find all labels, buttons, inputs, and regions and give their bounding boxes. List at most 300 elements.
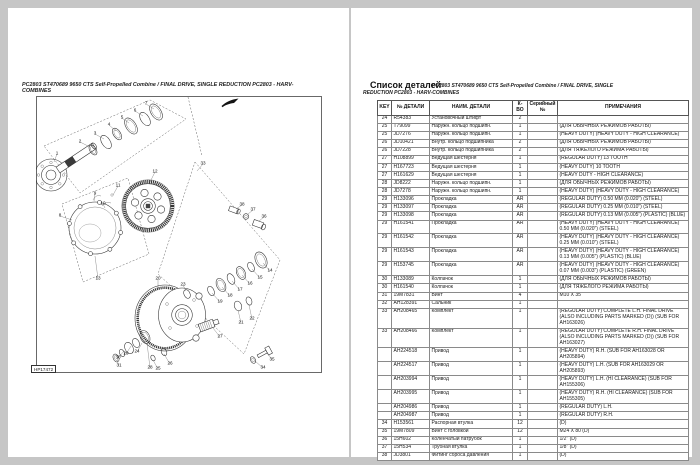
cell-name: Внутр. кольцо подшипника (430, 139, 513, 147)
cell-key: 29 (378, 196, 392, 204)
cell-qty: 1 (513, 188, 528, 196)
dashed-guide-line (188, 97, 202, 156)
cell-key: 29 (378, 204, 392, 212)
callout-number: 6 (133, 107, 137, 113)
callout-number: 31 (116, 362, 122, 368)
cell-qty: 1 (513, 284, 528, 292)
table-row (378, 196, 689, 204)
cell-remark: (ДЛЯ ОБЫЧНЫХ РЕЖИМОВ РАБОТЫ) (558, 180, 689, 188)
cell-serial (528, 276, 558, 284)
callout-number: 14 (267, 267, 273, 273)
cell-serial (528, 420, 558, 428)
callout-number: 24 (134, 348, 140, 354)
cell-part: JD8222 (392, 180, 430, 188)
cell-name: Привод (430, 404, 513, 412)
cell-key: 31 (378, 292, 392, 300)
dashed-guide-box (44, 100, 186, 193)
table-row (378, 444, 689, 452)
table-row (378, 404, 689, 412)
cell-key: 24 (378, 115, 392, 123)
cell-key: 30 (378, 276, 392, 284)
cell-part: 15H534 (392, 444, 430, 452)
cell-serial (528, 196, 558, 204)
cell-qty: AR (513, 220, 528, 234)
column-header: ПРИМЕЧАНИЯ (558, 101, 689, 116)
callout-leader (80, 142, 90, 147)
cell-qty: 1 (513, 300, 528, 308)
cell-key: 28 (378, 188, 392, 196)
cell-remark: (ДЛЯ ТЯЖЕЛОГО РЕЖИМА РАБОТЫ) (558, 147, 689, 155)
callout-number: 36 (261, 213, 267, 219)
cell-serial (528, 212, 558, 220)
cell-key: 29 (378, 212, 392, 220)
cell-part: JD7278 (392, 188, 430, 196)
cell-key (378, 404, 392, 412)
cell-name: Прокладка (430, 262, 513, 276)
cell-key: 35 (378, 428, 392, 436)
cell-part: AH204987 (392, 412, 430, 420)
exploded-diagram (36, 96, 322, 373)
table-row (378, 390, 689, 404)
cell-part: AH208466 (392, 328, 430, 348)
cell-name: Комплект (430, 328, 513, 348)
callout-number: 35 (269, 356, 275, 362)
cell-name: Прокладка (430, 204, 513, 212)
cell-remark: (REGULAR DUTY) 13 TOOTH (558, 155, 689, 163)
cell-key: 29 (378, 220, 392, 234)
table-row (378, 123, 689, 131)
cell-remark: (HEAVY DUTY) R.H. (HI CLEARANCE) (SUB FOR AH155305) (558, 390, 689, 404)
cell-serial (528, 452, 558, 460)
cell-remark: (REGULAR DUTY) 0.25 MM (0.010") (STEEL) (558, 204, 689, 212)
table-row (378, 420, 689, 428)
table-row (378, 436, 689, 444)
cell-qty: 12 (513, 420, 528, 428)
cell-part: JD10421 (392, 139, 430, 147)
table-row (378, 188, 689, 196)
cell-remark: (REGULAR DUTY) COMPLETE R.H. FINAL DRIVE (ALSO INCLUDING PARTS MARKED (D)) (SUB FOR AH163027) (558, 328, 689, 348)
cell-key: 25 (378, 123, 392, 131)
cell-key: 27 (378, 163, 392, 171)
cell-remark: (HEAVY DUTY) (HEAVY DUTY - HIGH CLEARANCE) 0.13 MM (0.005") (PLASTIC) (BLUE) (558, 248, 689, 262)
cell-serial (528, 234, 558, 248)
cell-part: H133097 (392, 204, 430, 212)
table-row (378, 220, 689, 234)
cell-part: H161543 (392, 248, 430, 262)
table-row (378, 147, 689, 155)
cell-remark: 1/8" (D) (558, 444, 689, 452)
column-header: KEY (378, 101, 392, 116)
cell-key (378, 362, 392, 376)
callout-number: 28 (147, 364, 153, 370)
cell-qty: AR (513, 262, 528, 276)
cell-part: AH224517 (392, 362, 430, 376)
cell-key: 25 (378, 131, 392, 139)
cell-part: AH203995 (392, 390, 430, 404)
cell-name: Прокладка (430, 212, 513, 220)
cell-part: AH208465 (392, 308, 430, 328)
cell-remark (558, 115, 689, 123)
callout-number: 4 (107, 121, 111, 127)
column-header: № ДЕТАЛИ (392, 101, 430, 116)
cell-name: Колпачок (430, 284, 513, 292)
cell-qty: 1 (513, 452, 528, 460)
column-header: НАИМ. ДЕТАЛИ (430, 101, 513, 116)
cell-serial (528, 248, 558, 262)
callout-number: 27 (217, 333, 223, 339)
cell-key: 29 (378, 262, 392, 276)
cell-name: Наружн. кольцо подшипн. (430, 131, 513, 139)
table-row (378, 234, 689, 248)
cell-qty: AR (513, 212, 528, 220)
diagram-page (8, 8, 349, 457)
cell-name: Наружн. кольцо подшипн. (430, 123, 513, 131)
parts-table-body (378, 115, 689, 460)
cell-qty: 2 (513, 139, 528, 147)
parts-list-title: Список деталей (370, 80, 442, 90)
table-row (378, 308, 689, 328)
cell-name: Сальник (430, 300, 513, 308)
callout-number: 38 (239, 201, 245, 207)
cell-qty: 1 (513, 123, 528, 131)
callout-number: 30 (115, 354, 121, 360)
housing-cover (67, 200, 122, 255)
cell-part: H153561 (392, 420, 430, 428)
callout-number: 10 (100, 200, 106, 206)
cell-name: Комплект (430, 308, 513, 328)
callout-number: 9 (93, 190, 97, 196)
callout-number: 23 (180, 281, 186, 287)
cell-name: Привод (430, 362, 513, 376)
cell-key: 33 (378, 308, 392, 328)
cell-serial (528, 436, 558, 444)
table-row (378, 362, 689, 376)
cell-serial (528, 262, 558, 276)
cell-serial (528, 292, 558, 300)
cell-part: 19M7831 (392, 292, 430, 300)
column-header: К-ВО (513, 101, 528, 116)
cell-serial (528, 172, 558, 180)
cell-part: T79099 (392, 123, 430, 131)
cell-name: Прокладка (430, 196, 513, 204)
cell-part: H153745 (392, 262, 430, 276)
table-row (378, 163, 689, 171)
cell-qty: 1 (513, 444, 528, 452)
cell-qty: AR (513, 234, 528, 248)
cell-remark: (REGULAR DUTY) COMPLETE L.H. FINAL DRIVE (ALSO INCLUDING PARTS MARKED (D)) (SUB FOR AH163026) (558, 308, 689, 328)
view-direction-arrow-icon (222, 99, 239, 108)
cell-remark: (HEAVY DUTY) (HEAVY DUTY - HIGH CLEARANCE) (558, 188, 689, 196)
cell-name: Привод (430, 376, 513, 390)
table-row (378, 204, 689, 212)
cell-key: 33 (378, 328, 392, 348)
cell-name: Распорная втулка (430, 420, 513, 428)
parts-list-header-line2: REDUCTION PC2803 - HARV-COMBINES (363, 90, 460, 96)
diagram-page-header-line2: COMBINES (22, 88, 52, 94)
cell-part: R54383 (392, 115, 430, 123)
cell-qty: 1 (513, 376, 528, 390)
cell-part: JD7228 (392, 147, 430, 155)
cell-part: AH224518 (392, 348, 430, 362)
cell-serial (528, 428, 558, 436)
table-row (378, 131, 689, 139)
callout-number: 15 (257, 274, 263, 280)
cell-serial (528, 139, 558, 147)
table-row (378, 376, 689, 390)
cell-name: Винт с головкой (430, 428, 513, 436)
bearing-ring-set (87, 102, 165, 157)
cell-qty: 1 (513, 155, 528, 163)
callout-number: 18 (227, 292, 233, 298)
table-row (378, 284, 689, 292)
cell-serial (528, 131, 558, 139)
table-row (378, 155, 689, 163)
parts-table (377, 100, 689, 461)
table-row (378, 172, 689, 180)
housing-drum (135, 285, 206, 351)
cell-serial (528, 180, 558, 188)
cell-part: AH203994 (392, 376, 430, 390)
cell-part: 19M7809 (392, 428, 430, 436)
cell-part: H133098 (392, 212, 430, 220)
table-row (378, 115, 689, 123)
cell-qty: AR (513, 204, 528, 212)
cell-part: AH204986 (392, 404, 430, 412)
callout-number: 5 (120, 114, 124, 120)
cell-remark: (HEAVY DUTY) L.H. (HI CLEARANCE) (SUB FOR AH155306) (558, 376, 689, 390)
cell-part: H161542 (392, 234, 430, 248)
table-row (378, 139, 689, 147)
cell-remark: (ДЛЯ ОБЫЧНЫХ РЕЖИМОВ РАБОТЫ) (558, 123, 689, 131)
cell-part: H108899 (392, 155, 430, 163)
cell-name: Привод (430, 412, 513, 420)
callout-number: 12 (152, 168, 158, 174)
cell-remark: (D) (558, 420, 689, 428)
cell-name: Трубная втулка (430, 444, 513, 452)
cell-serial (528, 220, 558, 234)
table-row (378, 412, 689, 420)
table-row (378, 212, 689, 220)
cell-serial (528, 123, 558, 131)
callout-number: 1 (55, 150, 59, 156)
cell-qty: 2 (513, 115, 528, 123)
cell-part: JD3801 (392, 452, 430, 460)
table-row (378, 248, 689, 262)
cell-part: H133089 (392, 276, 430, 284)
callout-number: 34 (260, 364, 266, 370)
cell-part: 15H602 (392, 436, 430, 444)
callout-number: 26 (167, 360, 173, 366)
cell-key: 37 (378, 444, 392, 452)
cell-name: Коленчатый патрубок (430, 436, 513, 444)
cell-name: Прокладка (430, 248, 513, 262)
callout-number: 13 (95, 275, 101, 281)
cell-name: Наружн. кольцо подшипн. (430, 180, 513, 188)
cell-remark (558, 300, 689, 308)
cell-name: Ведущая шестерня (430, 172, 513, 180)
cell-serial (528, 188, 558, 196)
cell-remark: M10 X 35 (558, 292, 689, 300)
callout-leader (95, 134, 104, 139)
cell-part: H161541 (392, 220, 430, 234)
cell-qty: 1 (513, 362, 528, 376)
cell-part: H161540 (392, 284, 430, 292)
cell-key: 26 (378, 147, 392, 155)
cell-qty: 4 (513, 292, 528, 300)
cell-serial (528, 204, 558, 212)
cell-remark: M24 X 80 (D) (558, 428, 689, 436)
cell-remark: (HEAVY DUTY) (HEAVY DUTY - HIGH CLEARANCE) 0.07 MM (0.003") (PLASTIC) (GREEN) (558, 262, 689, 276)
cell-name: Фитинг сброса давления (430, 452, 513, 460)
cell-qty: 1 (513, 180, 528, 188)
cell-part: H167723 (392, 163, 430, 171)
cell-qty: 1 (513, 348, 528, 362)
cell-serial (528, 308, 558, 328)
drive-gear (122, 180, 175, 233)
cell-key: 27 (378, 155, 392, 163)
callout-number: 37 (250, 206, 256, 212)
cell-key: 26 (378, 139, 392, 147)
cell-qty: 1 (513, 328, 528, 348)
cell-key: 29 (378, 234, 392, 248)
cell-name: Прокладка (430, 220, 513, 234)
cell-serial (528, 284, 558, 292)
cell-name: Колпачок (430, 276, 513, 284)
cell-remark: (ДЛЯ ТЯЖЕЛОГО РЕЖИМА РАБОТЫ) (558, 284, 689, 292)
cell-key: 30 (378, 284, 392, 292)
parts-list-header-line1: PC2803 ST470689 9650 CTS Self-Propelled Combine / FINAL DRIVE, SINGLE (432, 83, 614, 89)
cell-remark: (HEAVY DUTY) (HEAVY DUTY - HIGH CLEARANCE) (558, 131, 689, 139)
callout-number: 17 (237, 286, 243, 292)
cell-remark: (REGULAR DUTY) R.H. (558, 412, 689, 420)
callout-number: 33 (200, 160, 206, 166)
cell-qty: 1 (513, 308, 528, 328)
callout-number: 21 (238, 319, 244, 325)
table-row (378, 452, 689, 460)
cell-remark: 1/2" (D) (558, 436, 689, 444)
cell-serial (528, 376, 558, 390)
callout-number: 20 (155, 275, 161, 281)
cell-remark: (REGULAR DUTY) 0.50 MM (0.020") (STEEL) (558, 196, 689, 204)
cell-key (378, 390, 392, 404)
cell-serial (528, 328, 558, 348)
cell-name: Прокладка (430, 234, 513, 248)
cell-name: Установочный штифт (430, 115, 513, 123)
cell-remark: (HEAVY DUTY) (HEAVY DUTY - HIGH CLEARANCE) 0.25 MM (0.010") (STEEL) (558, 234, 689, 248)
cell-serial (528, 155, 558, 163)
cell-qty: 12 (513, 428, 528, 436)
cell-name: Винт (430, 292, 513, 300)
cell-key (378, 412, 392, 420)
table-row (378, 300, 689, 308)
callout-number: 3 (93, 130, 97, 136)
table-row (378, 292, 689, 300)
cell-remark: (HEAVY DUTY) (HEAVY DUTY - HIGH CLEARANCE) 0.50 MM (0.020") (STEEL) (558, 220, 689, 234)
cell-qty: 1 (513, 276, 528, 284)
callout-number: 11 (115, 182, 121, 188)
cell-key: 32 (378, 300, 392, 308)
cell-serial (528, 362, 558, 376)
cell-key: 34 (378, 420, 392, 428)
table-row (378, 262, 689, 276)
cell-key (378, 376, 392, 390)
parts-table-header-row (378, 101, 689, 116)
dashed-guide-box (62, 178, 149, 282)
cell-serial (528, 390, 558, 404)
cell-name: Ведущая шестерня (430, 155, 513, 163)
callout-number: 16 (247, 280, 253, 286)
cell-remark: (HEAVY DUTY - HIGH CLEARANCE) (558, 172, 689, 180)
cell-remark: (HEAVY DUTY) R.H. (SUB FOR AH163028 OR AH205894) (558, 348, 689, 362)
cell-key: 27 (378, 172, 392, 180)
cell-name: Наружн. кольцо подшипн. (430, 188, 513, 196)
cell-part: H133096 (392, 196, 430, 204)
table-row (378, 276, 689, 284)
cell-qty: AR (513, 248, 528, 262)
cell-qty: 1 (513, 436, 528, 444)
cell-key (378, 348, 392, 362)
cell-serial (528, 300, 558, 308)
callout-number: 22 (249, 315, 255, 321)
cell-qty: 1 (513, 163, 528, 171)
figure-number-label: HP17472 (31, 365, 56, 373)
callout-number: 2 (78, 138, 82, 144)
diagram-page-header-line1: PC2803 ST470689 9650 CTS Self-Propelled Combine / FINAL DRIVE, SINGLE REDUCTION PC2803 - HARV- (22, 82, 294, 88)
cell-key: 38 (378, 452, 392, 460)
table-row (378, 328, 689, 348)
cell-part: H161629 (392, 172, 430, 180)
cell-key: 29 (378, 248, 392, 262)
table-row (378, 180, 689, 188)
cell-serial (528, 444, 558, 452)
cell-remark: (ДЛЯ ОБЫЧНЫХ РЕЖИМОВ РАБОТЫ) (558, 139, 689, 147)
cell-name: Привод (430, 390, 513, 404)
cell-remark: (HEAVY DUTY) 10 TOOTH (558, 163, 689, 171)
cell-name: Внутр. кольцо подшипника (430, 147, 513, 155)
callout-number: 8 (58, 212, 62, 218)
parts-list-page (351, 8, 692, 457)
cell-qty: 1 (513, 172, 528, 180)
cell-part: AH128391 (392, 300, 430, 308)
cell-serial (528, 348, 558, 362)
callout-number: 19 (217, 298, 223, 304)
cell-remark: (HEAVY DUTY) L.H. (SUB FOR AH163029 OR AH205893) (558, 362, 689, 376)
cell-remark: (D) (558, 452, 689, 460)
cell-serial (528, 115, 558, 123)
cell-serial (528, 147, 558, 155)
table-row (378, 348, 689, 362)
table-row (378, 428, 689, 436)
cell-name: Ведущая шестерня (430, 163, 513, 171)
callout-number: 29 (123, 350, 129, 356)
cell-remark: (REGULAR DUTY) 0.13 MM (0.005") (PLASTIC) (BLUE) (558, 212, 689, 220)
cell-qty: 1 (513, 390, 528, 404)
cell-remark: (ДЛЯ ОБЫЧНЫХ РЕЖИМОВ РАБОТЫ) (558, 276, 689, 284)
cell-serial (528, 404, 558, 412)
cell-qty: 2 (513, 147, 528, 155)
cell-key: 36 (378, 436, 392, 444)
cell-name: Привод (430, 348, 513, 362)
callout-number: 7 (144, 100, 148, 106)
cell-key: 28 (378, 180, 392, 188)
column-header: Серийный № (528, 101, 558, 116)
cell-part: JD7276 (392, 131, 430, 139)
cell-serial (528, 163, 558, 171)
cell-qty: 1 (513, 412, 528, 420)
callout-number: 25 (155, 365, 161, 371)
cell-qty: AR (513, 196, 528, 204)
cell-remark: (REGULAR DUTY) L.H. (558, 404, 689, 412)
